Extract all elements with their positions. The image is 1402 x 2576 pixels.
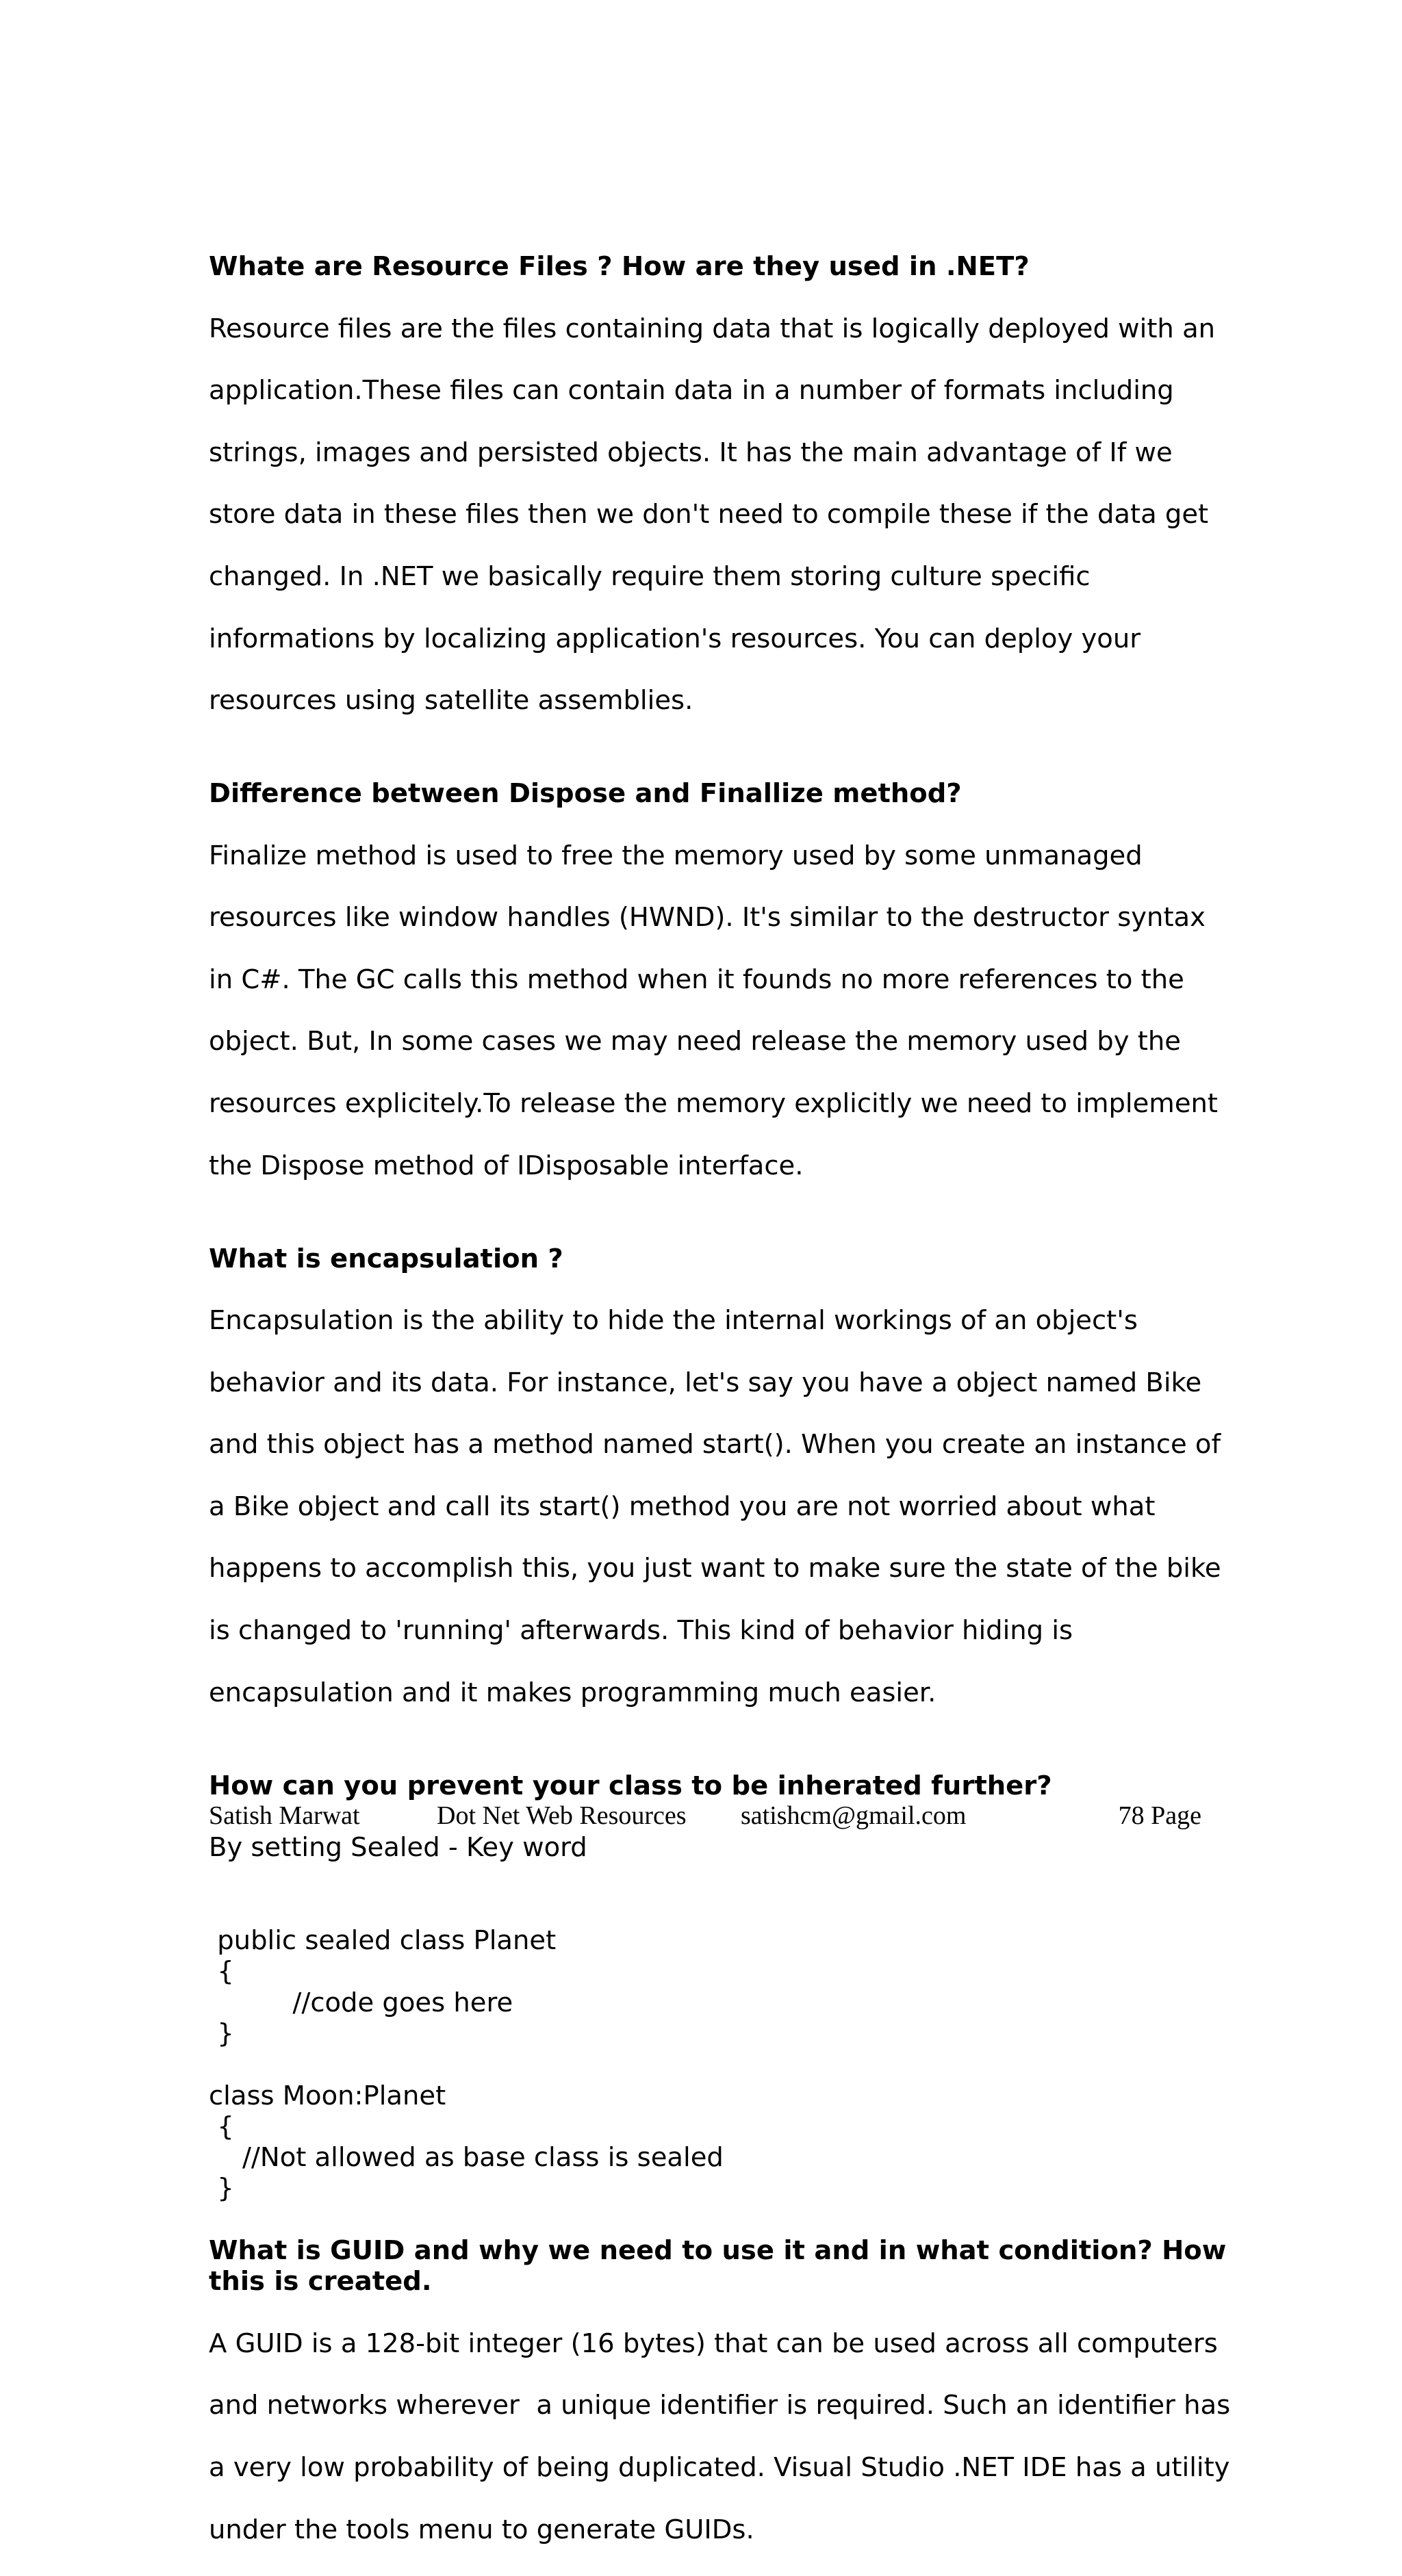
answer-line: object. But, In some cases we may need release the memory used by the <box>209 1026 1181 1057</box>
footer-site-title: Dot Net Web Resources <box>437 1801 687 1830</box>
question-heading: How can you prevent your class to be inherated further? <box>209 1770 1052 1801</box>
section-encapsulation <box>209 1244 1222 1740</box>
code-block-moon <box>209 2081 1222 2204</box>
code-line: //code goes here <box>209 1987 513 2018</box>
footer-email: satishcm@gmail.com <box>741 1801 967 1830</box>
answer-line: informations by localizing application's resources. You can deploy your <box>209 623 1141 654</box>
answer-line: encapsulation and it makes programming much easier. <box>209 1677 936 1708</box>
answer-line: resources using satellite assemblies. <box>209 685 693 717</box>
answer-line: a very low probability of being duplicated. Visual Studio .NET IDE has a utility <box>209 2452 1230 2484</box>
code-line: class Moon:Planet <box>209 2080 446 2111</box>
page-footer <box>209 1799 1201 1833</box>
answer-paragraph <box>209 2297 1231 2576</box>
answer-paragraph <box>209 809 1222 1212</box>
code-line: //Not allowed as base class is sealed <box>209 2142 724 2174</box>
answer-line: resources explicitely.To release the memory explicitly we need to implement <box>209 1088 1218 1120</box>
answer-line: Resource files are the files containing data that is logically deployed with an <box>209 313 1216 344</box>
answer-line: a Bike object and call its start() method you are not worried about what <box>209 1491 1156 1522</box>
answer-line: happens to accomplish this, you just want to make sure the state of the bike <box>209 1553 1221 1584</box>
code-line: } <box>209 2173 234 2204</box>
answer-line: changed. In .NET we basically require them storing culture specific <box>209 561 1091 592</box>
answer-line: in C#. The GC calls this method when it founds no more references to the <box>209 964 1184 995</box>
document-body <box>209 251 1231 2576</box>
answer-line: store data in these files then we don't need to compile these if the data get <box>209 499 1209 530</box>
code-line: { <box>209 2111 234 2142</box>
answer-line: By setting Sealed - Key word <box>209 1832 587 1864</box>
footer-author: Satish Marwat <box>209 1801 360 1830</box>
code-block-planet <box>209 1925 1222 2049</box>
answer-line: Finalize method is used to free the memory used by some unmanaged <box>209 840 1143 871</box>
answer-line: under the tools menu to generate GUIDs. <box>209 2514 754 2545</box>
question-heading: What is encapsulation ? <box>209 1243 563 1274</box>
answer-paragraph <box>209 1274 1222 1739</box>
section-dispose-finalize <box>209 778 1222 1212</box>
answer-line: behavior and its data. For instance, let's say you have a object named Bike <box>209 1367 1202 1398</box>
answer-line: Encapsulation is the ability to hide the internal workings of an object's <box>209 1305 1138 1337</box>
answer-line: strings, images and persisted objects. It has the main advantage of If we <box>209 437 1173 468</box>
answer-line: resources like window handles (HWND). It's similar to the destructor syntax <box>209 902 1206 933</box>
answer-line: application.These files can contain data in a number of formats including <box>209 375 1174 407</box>
question-heading <box>209 2235 1227 2297</box>
code-line: public sealed class Planet <box>209 1925 557 1957</box>
question-heading: Difference between Dispose and Finallize method? <box>209 778 962 810</box>
section-sealed-class <box>209 1770 1222 2204</box>
answer-line: A GUID is a 128-bit integer (16 bytes) that can be used across all computers <box>209 2328 1218 2359</box>
question-line: this is created. <box>209 2266 432 2297</box>
answer-line: the Dispose method of IDisposable interface. <box>209 1150 804 1181</box>
code-line: { <box>209 1956 234 1987</box>
code-line: } <box>209 2018 234 2049</box>
question-heading: Whate are Resource Files ? How are they used in .NET? <box>209 251 1030 282</box>
answer-line: is changed to 'running' afterwards. This kind of behavior hiding is <box>209 1615 1073 1647</box>
answer-line: and networks wherever a unique identifier is required. Such an identifier has <box>209 2390 1231 2421</box>
code-spacer <box>209 2049 1222 2080</box>
question-line: What is GUID and why we need to use it and in what condition? How <box>209 2235 1227 2266</box>
section-resource-files <box>209 251 1222 747</box>
answer-line: and this object has a method named start(). When you create an instance of <box>209 1429 1221 1460</box>
section-guid <box>209 2235 1231 2576</box>
answer-paragraph <box>209 282 1222 747</box>
footer-page-number: 78 Page <box>1118 1801 1201 1830</box>
